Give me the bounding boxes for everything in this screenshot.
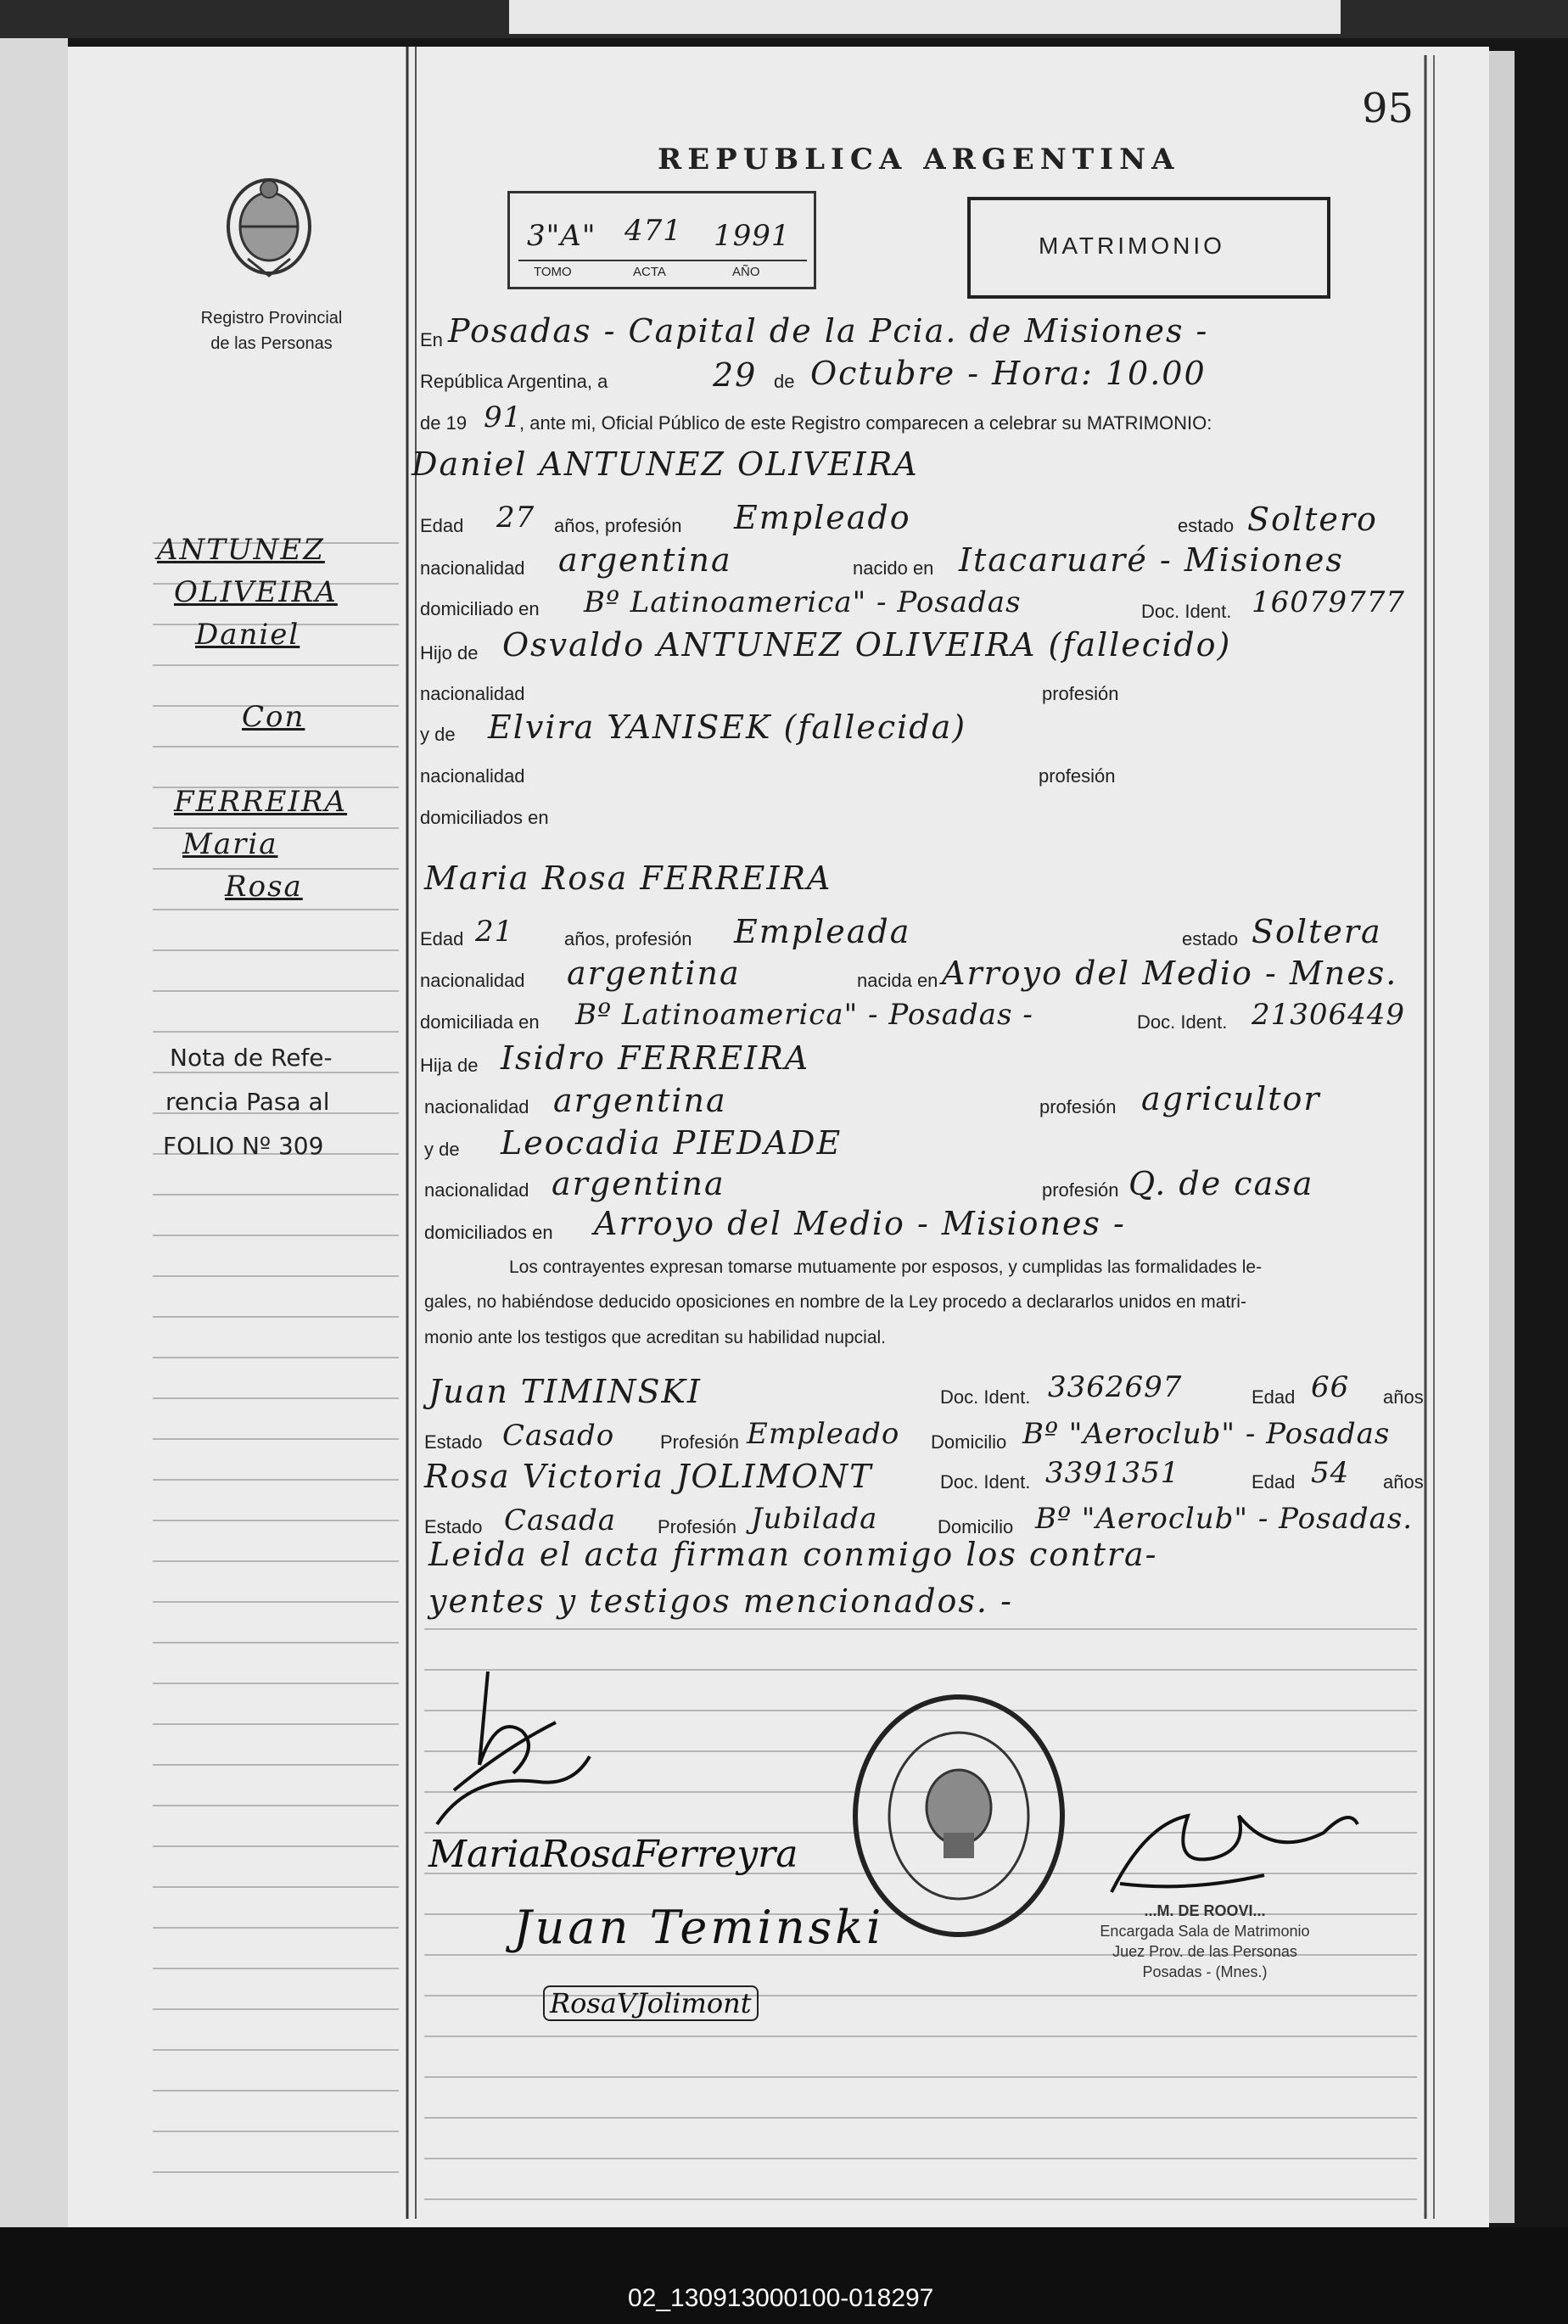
bride-domicile: Bº Latinoamerica" - Posadas - bbox=[575, 998, 1033, 1032]
groom-label-nationality: nacionalidad bbox=[420, 557, 525, 579]
registrar-signature bbox=[1069, 1756, 1375, 1918]
bride-label-mother-prof: profesión bbox=[1042, 1179, 1119, 1201]
groom-label-father-prof: profesión bbox=[1042, 683, 1119, 704]
bride-nationality: argentina bbox=[567, 955, 741, 992]
bride-father: Isidro FERREIRA bbox=[501, 1039, 810, 1077]
witness2-age: 54 bbox=[1311, 1456, 1350, 1490]
registry-label-line1: Registro Provincial bbox=[200, 309, 343, 328]
witness2-label-prof: Profesión bbox=[658, 1516, 736, 1537]
bride-label-age-tail: años, profesión bbox=[564, 928, 692, 949]
witness2-signature: RosaVJolimont bbox=[543, 1985, 759, 2021]
bride-signature: MariaRosaFerreyra bbox=[428, 1833, 798, 1876]
volume-divider bbox=[518, 260, 807, 261]
anio-value: 1991 bbox=[714, 219, 791, 253]
coat-of-arms-icon bbox=[222, 174, 316, 284]
margin-note-line-2: rencia Pasa al bbox=[165, 1088, 330, 1116]
bride-label-status: estado bbox=[1182, 928, 1239, 949]
label-de: de bbox=[774, 371, 795, 392]
bride-father-prof: agricultor bbox=[1141, 1080, 1321, 1117]
label-year-prefix: de 19 bbox=[420, 412, 468, 434]
witness1-label-age: Edad bbox=[1252, 1386, 1296, 1408]
anio-label: AÑO bbox=[732, 265, 760, 279]
witness2-prof: Jubilada bbox=[751, 1502, 878, 1536]
witness1-label-doc: Doc. Ident. bbox=[940, 1386, 1031, 1408]
groom-name: Daniel ANTUNEZ OLIVEIRA bbox=[412, 445, 919, 483]
margin-note-line-1: Nota de Refe- bbox=[170, 1044, 333, 1072]
stamp-line-2: Encargada Sala de Matrimonio bbox=[1100, 1923, 1310, 1940]
witness2-label-state: Estado bbox=[424, 1516, 483, 1537]
declaration-line-1: Los contrayentes expresan tomarse mutuamente por esposos, y cumplidas las formalidades le- bbox=[509, 1257, 1263, 1277]
witness2-dom: Bº "Aeroclub" - Posadas. bbox=[1035, 1502, 1414, 1536]
bride-label-born: nacida en bbox=[857, 970, 938, 991]
groom-label-doc: Doc. Ident. bbox=[1141, 601, 1232, 622]
witness2-label-dom: Domicilio bbox=[938, 1516, 1014, 1537]
groom-label-father-nat: nacionalidad bbox=[420, 683, 525, 704]
groom-age: 27 bbox=[496, 501, 535, 535]
witness1-label-prof: Profesión bbox=[660, 1431, 739, 1453]
witness2-name: Rosa Victoria JOLIMONT bbox=[424, 1458, 873, 1495]
groom-label-son-of: Hijo de bbox=[420, 642, 479, 664]
margin-surname-1: ANTUNEZ bbox=[157, 533, 325, 567]
bride-name: Maria Rosa FERREIRA bbox=[424, 860, 832, 897]
label-republic: República Argentina, a bbox=[420, 371, 608, 392]
bride-profession: Empleada bbox=[734, 913, 911, 950]
bride-status: Soltera bbox=[1252, 913, 1382, 950]
acta-value: 471 bbox=[624, 214, 682, 248]
margin-note-line-3: FOLIO Nº 309 bbox=[163, 1132, 324, 1160]
closing-line-1: Leida el acta firman conmigo los contra- bbox=[428, 1536, 1158, 1573]
tomo-label: TOMO bbox=[534, 265, 572, 279]
label-intro-tail: , ante mi, Oficial Público de este Registro comparecen a celebrar su MATRIMONIO: bbox=[519, 412, 1212, 434]
acta-label: ACTA bbox=[633, 265, 666, 279]
witness2-state: Casada bbox=[504, 1504, 617, 1537]
bride-doc: 21306449 bbox=[1252, 998, 1406, 1032]
bride-label-and-of: y de bbox=[424, 1139, 460, 1160]
intro-year-suffix: 91 bbox=[484, 400, 523, 434]
groom-label-status: estado bbox=[1178, 515, 1235, 536]
act-type: MATRIMONIO bbox=[1039, 232, 1225, 259]
bride-label-nationality: nacionalidad bbox=[420, 970, 525, 991]
bride-label-father-prof: profesión bbox=[1039, 1096, 1117, 1117]
margin-bride-given-1: Maria bbox=[182, 827, 278, 861]
declaration-line-2: gales, no habiéndose deducido oposiciones en nombre de la Ley procedo a declararlos unidos en matri- bbox=[424, 1292, 1246, 1312]
declaration-line-3: monio ante los testigos que acreditan su habilidad nupcial. bbox=[424, 1328, 887, 1347]
bride-mother-nat: argentina bbox=[552, 1165, 725, 1202]
bride-parents-dom: Arroyo del Medio - Misiones - bbox=[594, 1205, 1126, 1242]
stamp-line-3: Juez Prov. de las Personas bbox=[1112, 1943, 1297, 1960]
bride-father-nat: argentina bbox=[553, 1082, 727, 1119]
document-title: REPUBLICA ARGENTINA bbox=[658, 143, 1180, 176]
bride-mother: Leocadia PIEDADE bbox=[501, 1124, 843, 1162]
intro-month-hour: Octubre - Hora: 10.00 bbox=[810, 355, 1207, 392]
margin-bride-surname: FERREIRA bbox=[174, 785, 348, 819]
groom-birthplace: Itacaruaré - Misiones bbox=[959, 541, 1344, 579]
volume-box bbox=[507, 191, 816, 289]
groom-mother: Elvira YANISEK (fallecida) bbox=[488, 708, 967, 746]
groom-label-age: Edad bbox=[420, 515, 464, 536]
groom-label-and-of: y de bbox=[420, 724, 456, 745]
witness1-doc: 3362697 bbox=[1048, 1370, 1183, 1404]
groom-label-mother-prof: profesión bbox=[1039, 765, 1116, 787]
margin-connector: Con bbox=[242, 700, 305, 734]
intro-day: 29 bbox=[713, 356, 758, 394]
image-caption: 02_130913000100-018297 bbox=[628, 2284, 934, 2312]
act-type-box bbox=[967, 197, 1330, 299]
witness2-label-years: años bbox=[1383, 1471, 1424, 1492]
witness1-label-years: años bbox=[1383, 1386, 1424, 1408]
registry-label-line2: de las Personas bbox=[210, 334, 333, 353]
groom-doc: 16079777 bbox=[1252, 585, 1406, 619]
groom-domicile: Bº Latinoamerica" - Posadas bbox=[584, 585, 1022, 619]
bride-mother-prof: Q. de casa bbox=[1128, 1165, 1314, 1202]
witness2-label-age: Edad bbox=[1252, 1471, 1296, 1492]
officer-initial-signature bbox=[420, 1663, 624, 1833]
registry-label bbox=[165, 305, 378, 356]
margin-surname-2: OLIVEIRA bbox=[174, 575, 338, 609]
bride-birthplace: Arroyo del Medio - Mnes. bbox=[942, 955, 1398, 992]
tomo-value: 3"A" bbox=[527, 219, 596, 253]
witness1-label-dom: Domicilio bbox=[931, 1431, 1007, 1453]
label-en: En bbox=[420, 329, 443, 350]
groom-label-domicile: domiciliado en bbox=[420, 598, 540, 619]
bride-label-domicile: domiciliada en bbox=[420, 1011, 540, 1033]
groom-label-mother-nat: nacionalidad bbox=[420, 765, 525, 787]
groom-father: Osvaldo ANTUNEZ OLIVEIRA (fallecido) bbox=[502, 626, 1232, 664]
margin-given-name: Daniel bbox=[195, 618, 300, 652]
bride-label-daughter-of: Hija de bbox=[420, 1055, 479, 1076]
closing-line-2: yentes y testigos mencionados. - bbox=[428, 1582, 1013, 1620]
page-number: 95 bbox=[1362, 85, 1414, 132]
witness2-label-doc: Doc. Ident. bbox=[940, 1471, 1031, 1492]
registrar-stamp bbox=[1052, 1901, 1358, 1982]
margin-bride-given-2: Rosa bbox=[225, 870, 303, 904]
witness1-state: Casado bbox=[502, 1419, 615, 1453]
place: Posadas - Capital de la Pcia. de Misiones - bbox=[448, 312, 1209, 350]
groom-label-born: nacido en bbox=[853, 557, 934, 579]
groom-label-parents-dom: domiciliados en bbox=[420, 807, 549, 828]
groom-label-age-tail: años, profesión bbox=[554, 515, 682, 536]
witness1-prof: Empleado bbox=[747, 1417, 900, 1451]
bride-label-doc: Doc. Ident. bbox=[1137, 1011, 1228, 1033]
stamp-line-1: ...M. DE ROOVI... bbox=[1144, 1902, 1266, 1919]
bride-label-father-nat: nacionalidad bbox=[424, 1096, 529, 1117]
stamp-line-4: Posadas - (Mnes.) bbox=[1142, 1963, 1268, 1980]
witness1-label-state: Estado bbox=[424, 1431, 483, 1453]
witness1-dom: Bº "Aeroclub" - Posadas bbox=[1022, 1417, 1391, 1451]
witness1-signature: Juan Teminski bbox=[513, 1901, 885, 1954]
witness1-name: Juan TIMINSKI bbox=[428, 1373, 702, 1410]
bride-label-age: Edad bbox=[420, 928, 464, 949]
groom-profession: Empleado bbox=[734, 499, 911, 536]
bride-label-mother-nat: nacionalidad bbox=[424, 1179, 529, 1201]
witness2-doc: 3391351 bbox=[1045, 1456, 1180, 1490]
witness1-age: 66 bbox=[1311, 1370, 1350, 1404]
groom-nationality: argentina bbox=[558, 541, 732, 579]
bride-age: 21 bbox=[475, 915, 514, 949]
groom-status: Soltero bbox=[1247, 501, 1378, 538]
bride-label-parents-dom: domiciliados en bbox=[424, 1222, 553, 1243]
